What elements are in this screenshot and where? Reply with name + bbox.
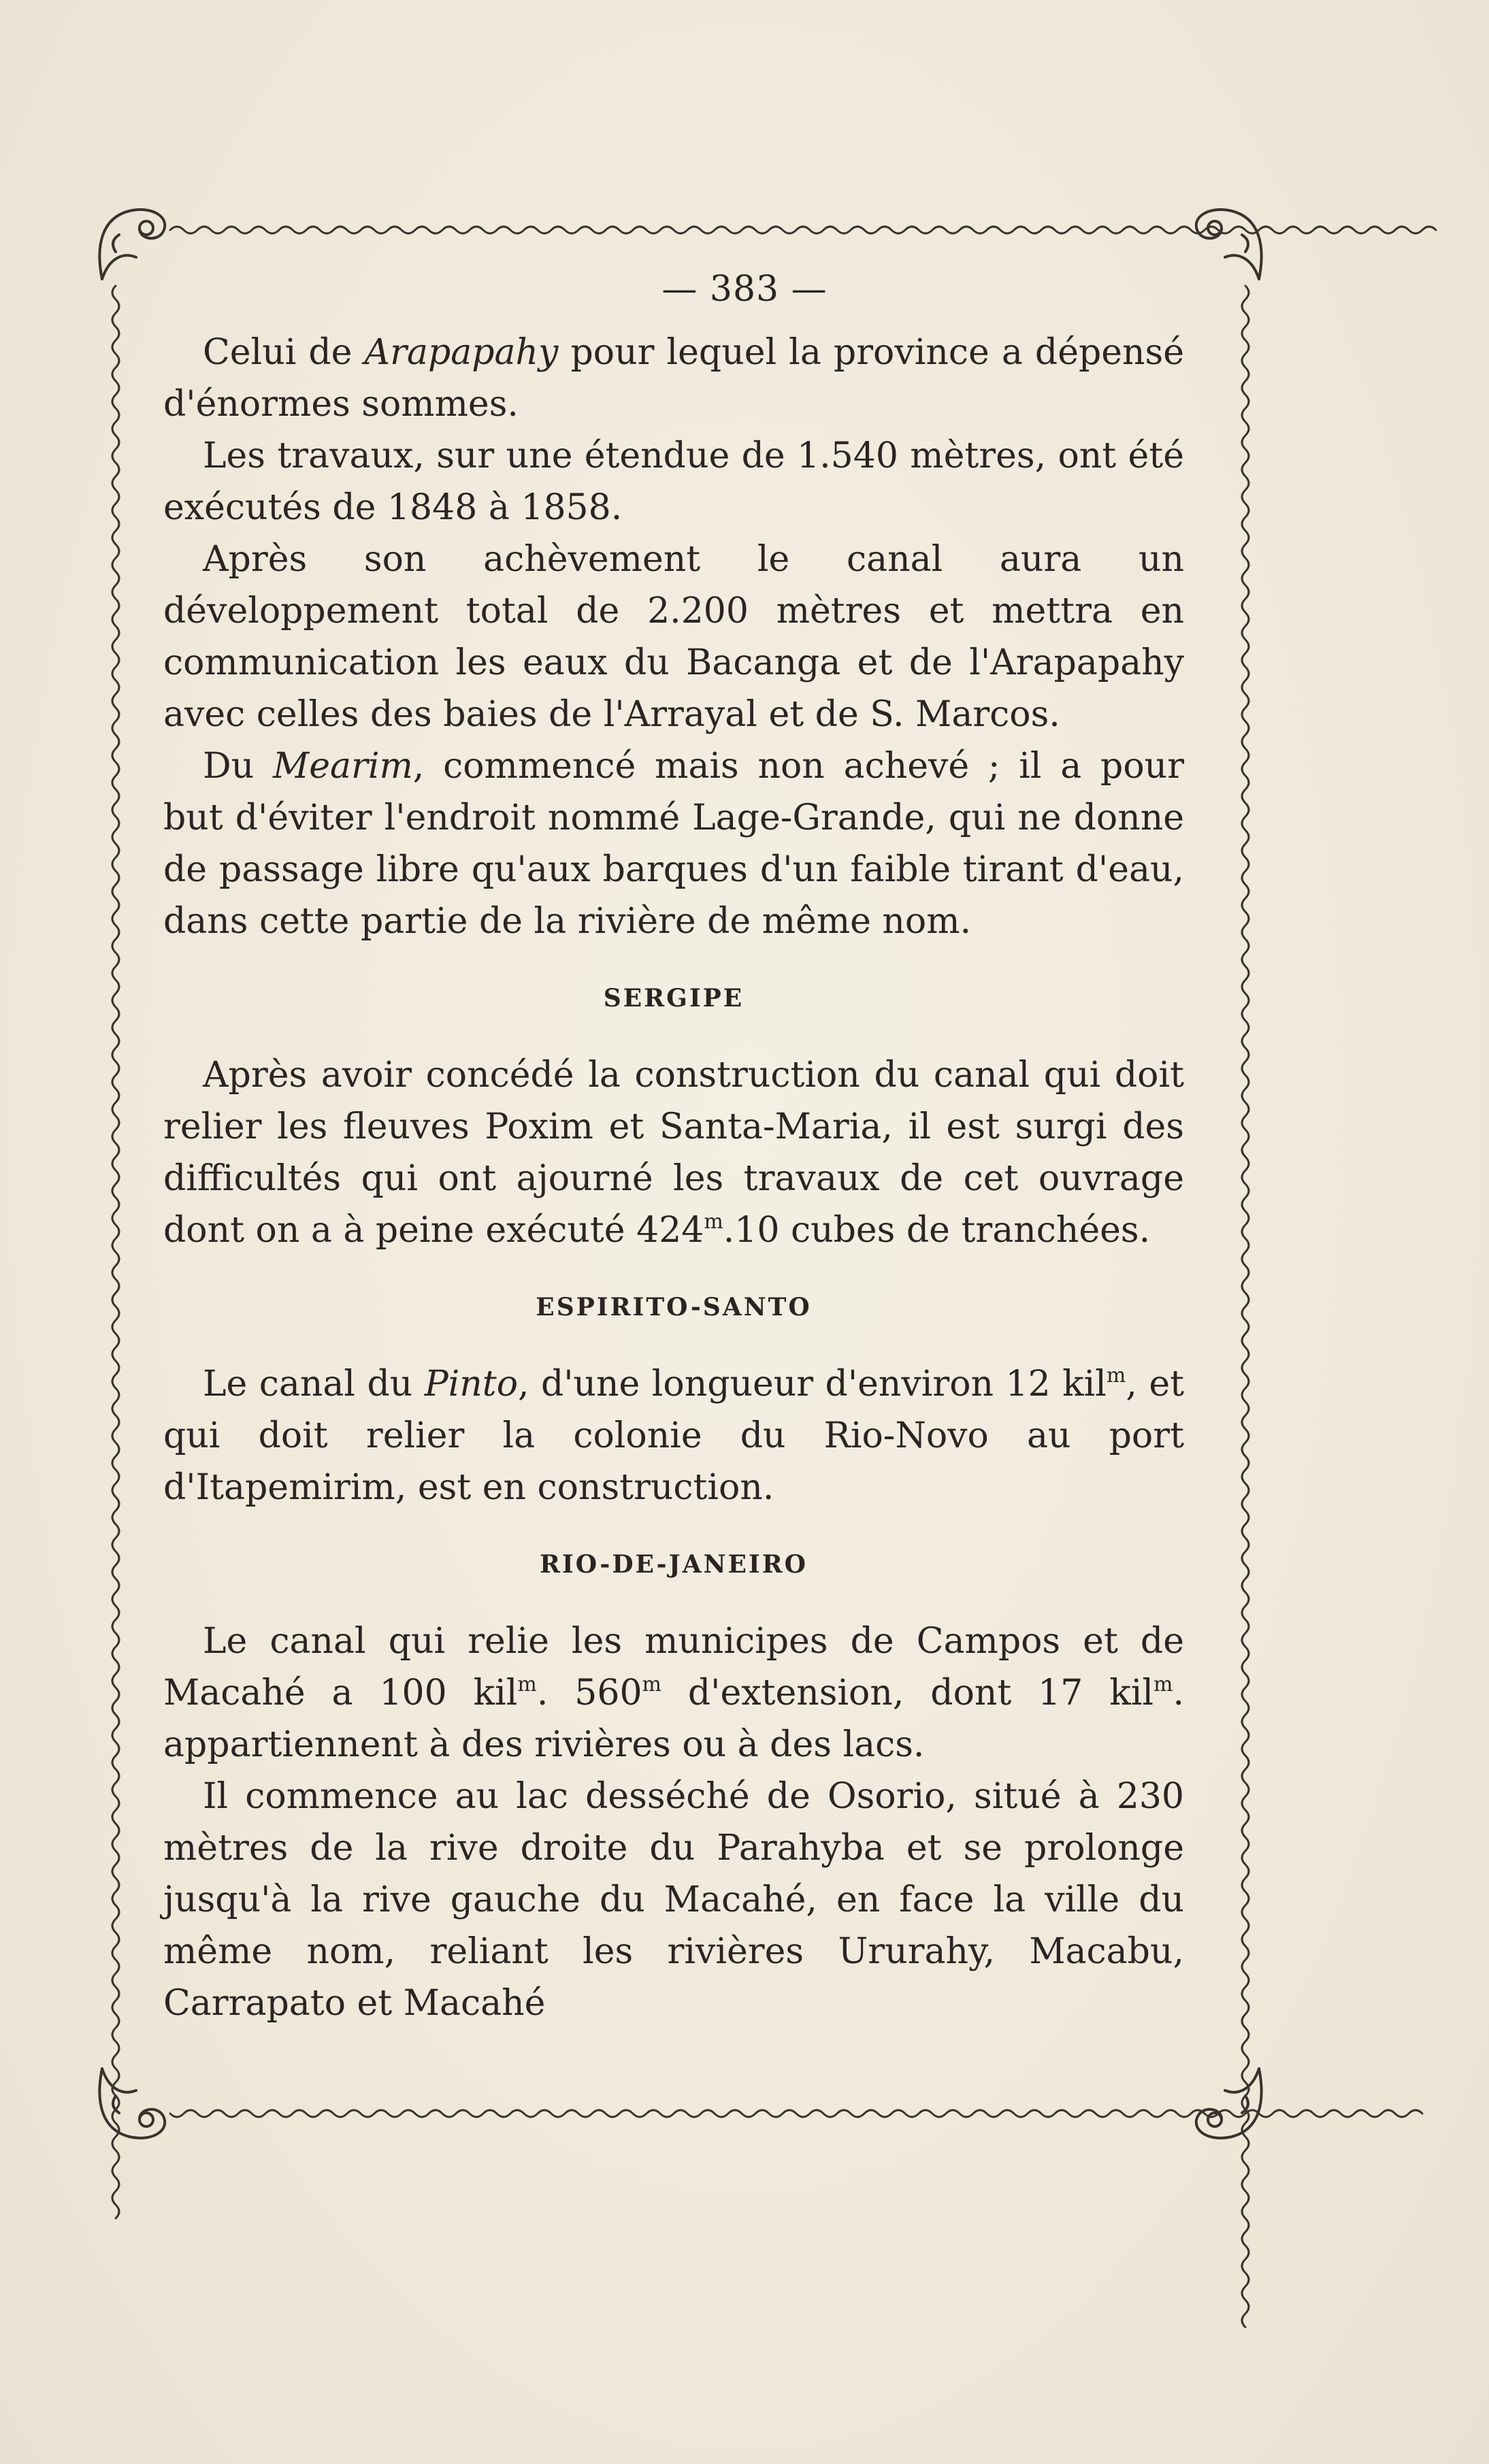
text-body xyxy=(163,327,1184,2029)
corner-ornament-bottom-right xyxy=(1196,2069,1262,2138)
corner-ornament-bottom-left xyxy=(99,2069,165,2138)
italic-term: Pinto xyxy=(424,1364,518,1405)
section-heading-rio-de-janeiro: RIO-DE-JANEIRO xyxy=(539,1550,808,1579)
border-right-wave xyxy=(1242,286,1249,2327)
border-bottom-wave xyxy=(170,2110,1422,2117)
italic-term: Arapapahy xyxy=(364,332,559,373)
section-heading-sergipe: SERGIPE xyxy=(603,984,744,1013)
section-heading-espirito-santo: ESPIRITO-SANTO xyxy=(536,1293,812,1321)
paragraph-travaux: Les travaux, sur une étendue de 1.540 mètres, ont été exécutés de 1848 à 1858. xyxy=(163,436,1184,528)
paragraph-arapapahy: Celui de Arapapahy pour lequel la province a dépensé d'énormes sommes. xyxy=(163,332,1184,425)
border-top-wave xyxy=(170,227,1436,233)
border-left-wave xyxy=(112,286,119,2218)
page-number: — 383 — xyxy=(661,269,828,310)
paragraph-sergipe: Après avoir concédé la construction du canal qui doit relier les fleuves Poxim et Santa-Maria, il est surgi des difficultés qui ont ajourné les travaux de cet ouvrage dont on a à peine exécuté 424$^m$.10 cubes de tranchées. xyxy=(163,1055,1184,1251)
paragraph-osorio: Il commence au lac desséché de Osorio, situé à 230 mètres de la rive droite du Parahyba et se prolonge jusqu'à la rive gauche du Macahé, en face la ville du même nom, reliant les rivières Ururahy, Macabu, Carrapato et Macahé xyxy=(163,1776,1184,2024)
paragraph-campos-macahe: Le canal qui relie les municipes de Campos et de Macahé a 100 kil$^m$. 560$^m$ d'extension, dont 17 kil$^m$. appartiennent à des rivières ou à des lacs. xyxy=(163,1621,1184,1765)
paragraph-mearim: Du Mearim, commencé mais non achevé ; il a pour but d'éviter l'endroit nommé Lage-Grande, qui ne donne de passage libre qu'aux barques d'un faible tirant d'eau, dans cette partie de la rivière de même nom. xyxy=(163,746,1184,942)
italic-term: Mearim xyxy=(272,746,413,787)
paragraph-achevement: Après son achèvement le canal aura un développement total de 2.200 mètres et mettra en communication les eaux du Bacanga et de l'Arapapahy avec celles des baies de l'Arrayal et de S. Marcos. xyxy=(163,539,1184,735)
paragraph-pinto: Le canal du Pinto, d'une longueur d'environ 12 kil$^m$, et qui doit relier la colonie du Rio-Novo au port d'Itapemirim, est en construction. xyxy=(163,1364,1184,1508)
